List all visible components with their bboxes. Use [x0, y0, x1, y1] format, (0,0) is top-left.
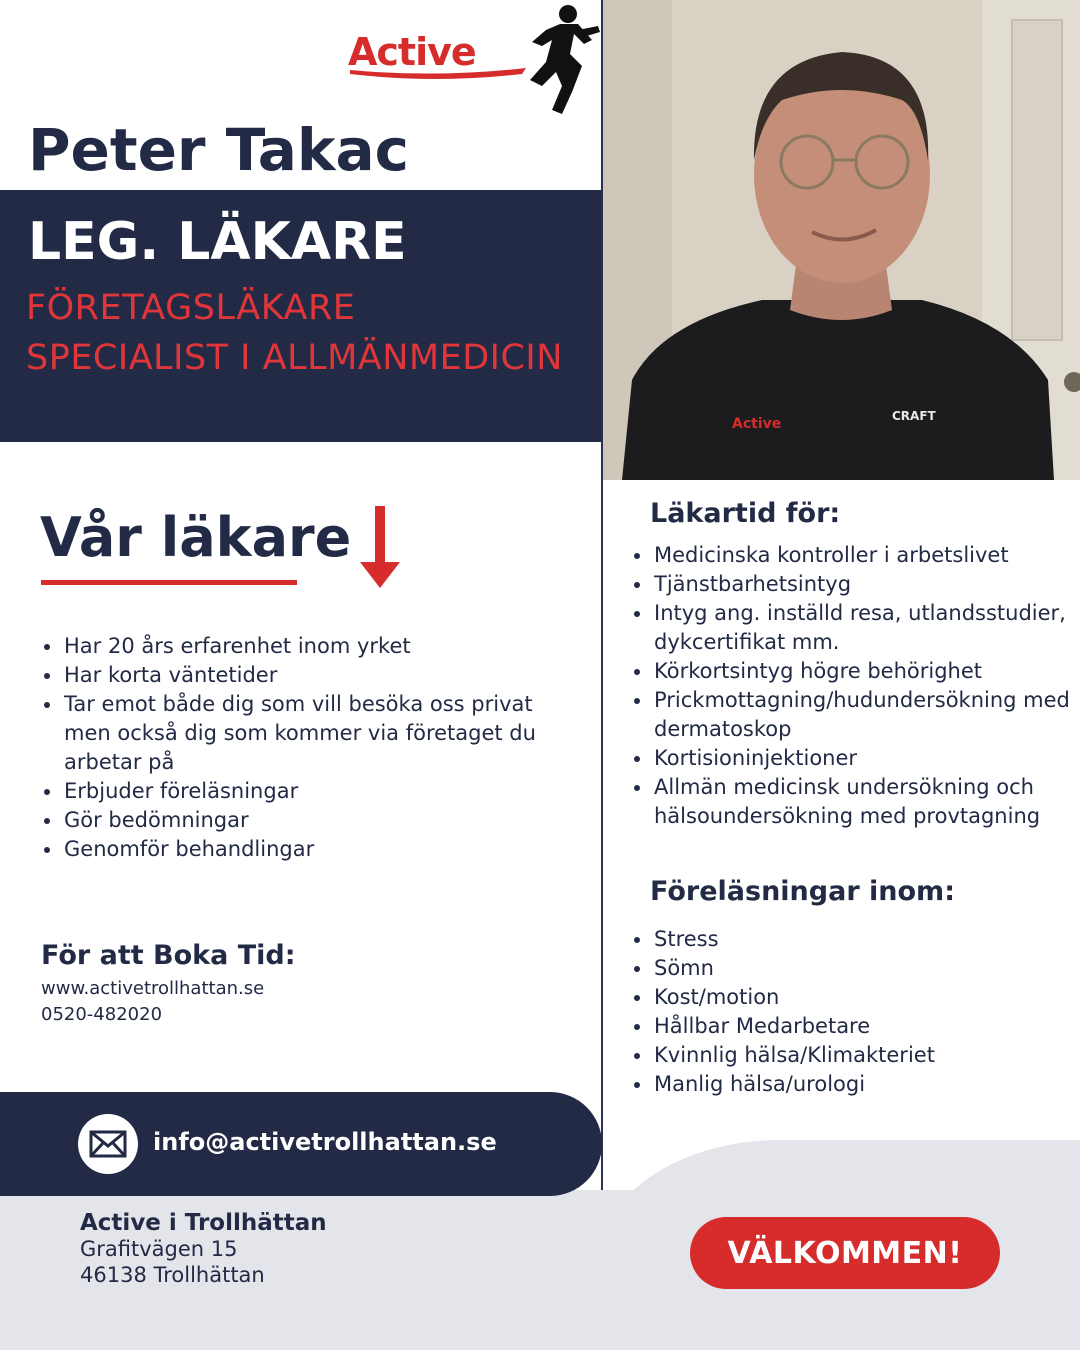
list-item: Erbjuder föreläsningar	[40, 777, 560, 806]
doctor-specialty-1: FÖRETAGSLÄKARE	[26, 288, 356, 328]
booking-heading: För att Boka Tid:	[41, 940, 296, 971]
list-item: Tar emot både dig som vill besöka oss privat men också dig som kommer via företaget du arbetar på	[40, 690, 560, 777]
list-item: Kortisioninjektioner	[630, 744, 1075, 773]
doctor-title: LEG. LÄKARE	[28, 212, 407, 272]
address-name: Active i Trollhättan	[80, 1210, 327, 1236]
lakartid-list	[630, 541, 1075, 831]
list-item: Allmän medicinsk undersökning och hälsoundersökning med provtagning	[630, 773, 1075, 831]
section-heading-forelasningar: Föreläsningar inom:	[650, 876, 955, 907]
list-item: Genomför behandlingar	[40, 835, 560, 864]
list-item: Medicinska kontroller i arbetslivet	[630, 541, 1075, 570]
list-item: Har korta väntetider	[40, 661, 560, 690]
list-item: Intyg ang. inställd resa, utlandsstudier, dykcertifikat mm.	[630, 599, 1075, 657]
address-city: 46138 Trollhättan	[80, 1263, 265, 1287]
shirt-logo-text: Active	[732, 416, 782, 432]
contact-email-link[interactable]: info@activetrollhattan.se	[153, 1128, 497, 1156]
active-logo-text: Active	[348, 30, 476, 74]
mail-icon	[78, 1114, 138, 1174]
address-street: Grafitvägen 15	[80, 1237, 238, 1261]
list-item: Körkortsintyg högre behörighet	[630, 657, 1075, 686]
list-item: Hållbar Medarbetare	[630, 1012, 1075, 1041]
doctor-photo	[602, 0, 1080, 480]
section-heading-var-lakare: Vår läkare	[40, 506, 352, 569]
section-heading-lakartid: Läkartid för:	[650, 498, 841, 529]
heading-underline	[41, 580, 297, 585]
doctor-qualifications-list	[40, 632, 560, 864]
booking-phone[interactable]: 0520-482020	[41, 1004, 163, 1025]
forelasningar-list	[630, 925, 1075, 1099]
doctor-specialty-2: SPECIALIST I ALLMÄNMEDICIN	[26, 338, 563, 378]
shirt-brand-text: CRAFT	[892, 409, 936, 423]
list-item: Har 20 års erfarenhet inom yrket	[40, 632, 560, 661]
list-item: Prickmottagning/hudundersökning med dermatoskop	[630, 686, 1075, 744]
list-item: Kost/motion	[630, 983, 1075, 1012]
doctor-name: Peter Takac	[28, 116, 410, 184]
list-item: Tjänstbarhetsintyg	[630, 570, 1075, 599]
divider-line	[601, 0, 603, 1190]
list-item: Gör bedömningar	[40, 806, 560, 835]
list-item: Stress	[630, 925, 1075, 954]
arrow-down-icon	[356, 506, 404, 590]
mail-icon-circle	[78, 1114, 138, 1174]
list-item: Manlig hälsa/urologi	[630, 1070, 1075, 1099]
list-item: Sömn	[630, 954, 1075, 983]
list-item: Kvinnlig hälsa/Klimakteriet	[630, 1041, 1075, 1070]
booking-website-link[interactable]: www.activetrollhattan.se	[41, 978, 265, 999]
welcome-button[interactable]: VÄLKOMMEN!	[690, 1217, 1000, 1289]
